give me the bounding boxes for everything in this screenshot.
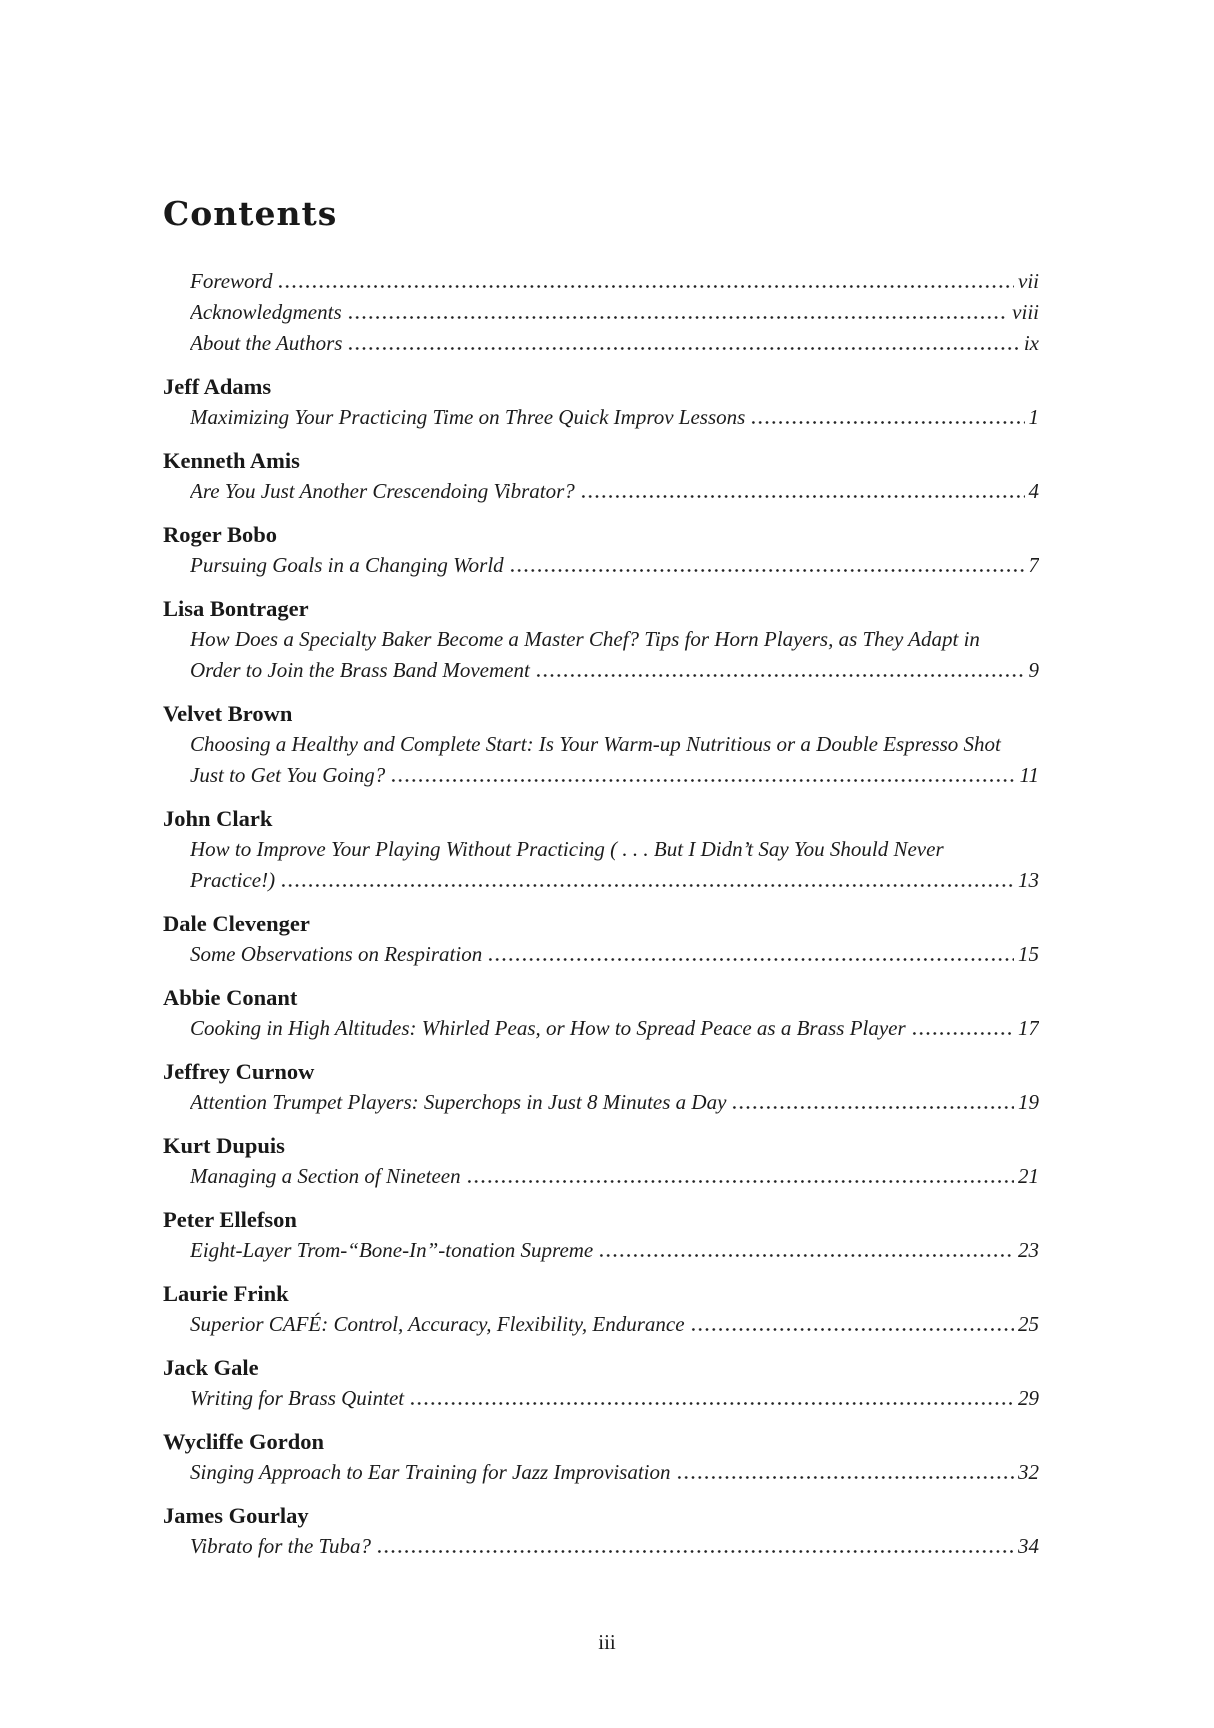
title-block xyxy=(163,1087,1039,1118)
title-line xyxy=(190,655,1039,686)
front-matter-title: Foreword xyxy=(190,269,273,293)
toc-entry xyxy=(163,698,1039,791)
author-name: Dale Clevenger xyxy=(163,911,310,936)
author-name: Kenneth Amis xyxy=(163,448,300,473)
title-line xyxy=(190,1309,1039,1340)
page-number: 34 xyxy=(1018,1534,1039,1558)
author-name: Jeffrey Curnow xyxy=(163,1059,315,1084)
dot-leader xyxy=(277,285,1014,288)
title-block xyxy=(163,402,1039,433)
title-line xyxy=(190,760,1039,791)
title-line xyxy=(190,834,1039,865)
dot-leader xyxy=(731,1106,1014,1109)
dot-leader xyxy=(280,884,1014,887)
title-block xyxy=(163,1457,1039,1488)
entry-title: Choosing a Healthy and Complete Start: Is Your Warm-up Nutritious or a Double Espresso Shot xyxy=(190,732,1001,756)
page-number: 4 xyxy=(1028,479,1039,503)
entry-title: Just to Get You Going? xyxy=(190,763,386,787)
toc-entry xyxy=(163,1278,1039,1340)
page-number: 21 xyxy=(1018,1164,1039,1188)
toc-entry xyxy=(163,1056,1039,1118)
title-block xyxy=(163,1013,1039,1044)
dot-leader xyxy=(690,1328,1014,1331)
entry-title: Cooking in High Altitudes: Whirled Peas, or How to Spread Peace as a Brass Player xyxy=(190,1016,906,1040)
entry-title: Managing a Section of Nineteen xyxy=(190,1164,461,1188)
toc-entry xyxy=(163,982,1039,1044)
author-name: Jack Gale xyxy=(163,1355,259,1380)
title-line xyxy=(190,1235,1039,1266)
dot-leader xyxy=(509,569,1025,572)
page-number: 25 xyxy=(1018,1312,1039,1336)
page-number: 9 xyxy=(1028,658,1039,682)
title-block xyxy=(163,834,1039,896)
title-line xyxy=(190,729,1039,760)
page-number: 1 xyxy=(1028,405,1039,429)
entries-list xyxy=(163,371,1039,1562)
dot-leader xyxy=(580,495,1025,498)
dot-leader xyxy=(598,1254,1014,1257)
entry-title: How to Improve Your Playing Without Practicing ( . . . But I Didn’t Say You Should Never xyxy=(190,837,944,861)
front-matter-title: Acknowledgments xyxy=(190,300,342,324)
title-line xyxy=(190,550,1039,581)
front-matter-list xyxy=(163,266,1039,359)
title-line xyxy=(190,1457,1039,1488)
page-number: ix xyxy=(1023,331,1039,355)
toc-entry xyxy=(163,803,1039,896)
dot-leader xyxy=(535,674,1025,677)
front-matter-item xyxy=(190,297,1039,328)
entry-title: Superior CAFÉ: Control, Accuracy, Flexibility, Endurance xyxy=(190,1312,685,1336)
author-name: Wycliffe Gordon xyxy=(163,1429,325,1454)
page-number: 29 xyxy=(1018,1386,1039,1410)
author-name: Laurie Frink xyxy=(163,1281,289,1306)
entry-title: Order to Join the Brass Band Movement xyxy=(190,658,530,682)
page-number: 23 xyxy=(1018,1238,1039,1262)
page-number: viii xyxy=(1012,300,1039,324)
dot-leader xyxy=(676,1476,1015,1479)
page-number: 32 xyxy=(1018,1460,1039,1484)
toc-entry xyxy=(163,593,1039,686)
page-number: 11 xyxy=(1019,763,1039,787)
entry-title: Maximizing Your Practicing Time on Three Quick Improv Lessons xyxy=(190,405,746,429)
author-name: Kurt Dupuis xyxy=(163,1133,285,1158)
page-number: vii xyxy=(1018,269,1039,293)
toc-entry xyxy=(163,445,1039,507)
toc-entry xyxy=(163,1426,1039,1488)
title-line xyxy=(190,939,1039,970)
title-block xyxy=(163,1161,1039,1192)
title-line xyxy=(190,402,1039,433)
toc-entry xyxy=(163,1130,1039,1192)
dot-leader xyxy=(409,1402,1014,1405)
toc-entry xyxy=(163,1204,1039,1266)
dot-leader xyxy=(911,1032,1014,1035)
page-number: 7 xyxy=(1028,553,1039,577)
author-name: James Gourlay xyxy=(163,1503,309,1528)
title-line xyxy=(190,1087,1039,1118)
footer-page-number: iii xyxy=(598,1630,616,1654)
title-block xyxy=(163,729,1039,791)
title-block xyxy=(163,476,1039,507)
title-line xyxy=(190,865,1039,896)
entry-title: Pursuing Goals in a Changing World xyxy=(190,553,504,577)
page-number: 15 xyxy=(1018,942,1039,966)
author-name: Jeff Adams xyxy=(163,374,272,399)
title-line xyxy=(190,1383,1039,1414)
entry-title: Writing for Brass Quintet xyxy=(190,1386,405,1410)
author-name: Roger Bobo xyxy=(163,522,277,547)
page-number: 13 xyxy=(1018,868,1039,892)
toc-entry xyxy=(163,1500,1039,1562)
title-block xyxy=(163,1531,1039,1562)
title-line xyxy=(190,1531,1039,1562)
toc-entry xyxy=(163,1352,1039,1414)
title-block xyxy=(163,550,1039,581)
title-line xyxy=(190,624,1039,655)
author-name: Lisa Bontrager xyxy=(163,596,309,621)
page-title: Contents xyxy=(163,194,338,233)
title-block xyxy=(163,939,1039,970)
author-name: Abbie Conant xyxy=(163,985,298,1010)
author-name: Velvet Brown xyxy=(163,701,293,726)
title-line xyxy=(190,1013,1039,1044)
entry-title: Eight-Layer Trom-“Bone-In”-tonation Supreme xyxy=(190,1238,594,1262)
title-block xyxy=(163,1309,1039,1340)
entry-title: How Does a Specialty Baker Become a Master Chef? Tips for Horn Players, as They Adapt in xyxy=(190,627,980,651)
dot-leader xyxy=(347,347,1019,350)
entry-title: Some Observations on Respiration xyxy=(190,942,483,966)
entry-title: Practice!) xyxy=(190,868,276,892)
table-of-contents xyxy=(163,266,1039,1562)
dot-leader xyxy=(347,316,1009,319)
title-line xyxy=(190,1161,1039,1192)
toc-entry xyxy=(163,519,1039,581)
entry-title: Attention Trumpet Players: Superchops in Just 8 Minutes a Day xyxy=(190,1090,727,1114)
page-number: 19 xyxy=(1018,1090,1039,1114)
title-line xyxy=(190,476,1039,507)
front-matter-item xyxy=(190,328,1039,359)
front-matter-item xyxy=(190,266,1039,297)
dot-leader xyxy=(376,1550,1014,1553)
dot-leader xyxy=(390,779,1015,782)
title-block xyxy=(163,1235,1039,1266)
entry-title: Singing Approach to Ear Training for Jazz Improvisation xyxy=(190,1460,671,1484)
title-block xyxy=(163,1383,1039,1414)
author-name: Peter Ellefson xyxy=(163,1207,297,1232)
dot-leader xyxy=(750,421,1024,424)
entry-title: Are You Just Another Crescendoing Vibrator? xyxy=(190,479,575,503)
author-name: John Clark xyxy=(163,806,273,831)
page-number: 17 xyxy=(1018,1016,1039,1040)
toc-entry xyxy=(163,908,1039,970)
dot-leader xyxy=(487,958,1014,961)
front-matter-title: About the Authors xyxy=(190,331,343,355)
entry-title: Vibrato for the Tuba? xyxy=(190,1534,372,1558)
toc-entry xyxy=(163,371,1039,433)
title-block xyxy=(163,624,1039,686)
dot-leader xyxy=(466,1180,1014,1183)
